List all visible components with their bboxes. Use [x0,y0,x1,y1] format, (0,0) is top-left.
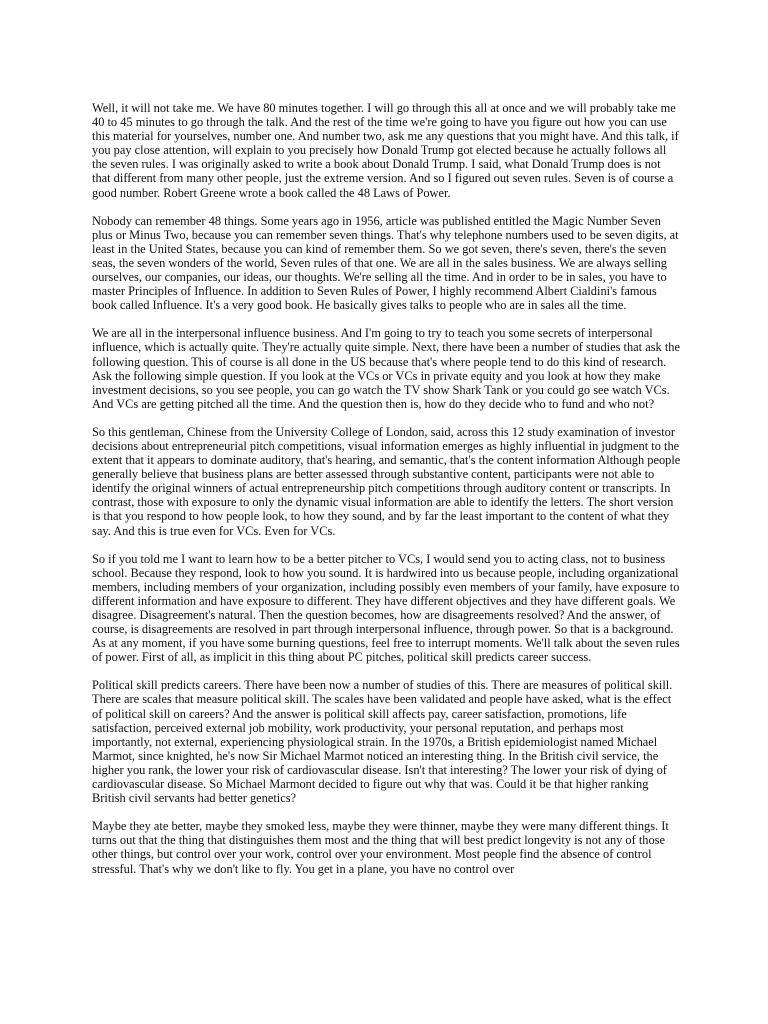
paragraph: Nobody can remember 48 things. Some years ago in 1956, article was published entitled the Magic Number Seven plus or Minus Two, because you can remember seven things. That's why telephone numbers used to be seven digits, at least in the United States, because you can kind of remember them. So we got seven, there's seven, there's the seven seas, the seven wonders of the world, Seven rules of that one. We are all in the sales business. We are always selling ourselves, our companies, our ideas, our thoughts. We're selling all the time. And in order to be in sales, you have to master Principles of Influence. In addition to Seven Rules of Power, I highly recommend Albert Cialdini's famous book called Influence. It's a very good book. He basically gives talks to people who are in sales all the time. [92,213,679,313]
document-page [92,101,682,890]
paragraph: Maybe they ate better, maybe they smoked less, maybe they were thinner, maybe they were many different things. It turns out that the thing that distinguishes them most and the thing that will best predict longevity is not any of those other things, but control over your work, control over your environment. Most people find the absence of control stressful. That's why we don't like to fly. You get in a plane, you have no control over [92,819,669,876]
paragraph: Political skill predicts careers. There have been now a number of studies of this. There are measures of political skill. There are scales that measure political skill. The scales have been validated and people have asked, what is the effect of political skill on careers? And the answer is political skill affects pay, career satisfaction, promotions, life satisfaction, perceived external job mobility, work productivity, your personal reputation, and perhaps most importantly, not external, experiencing physiological strain. In the 1970s, a British epidemiologist named Michael Marmot, since knighted, he's now Sir Michael Marmot noticed an interesting thing. In the British civil service, the higher you rank, the lower your risk of cardiovascular disease. Isn't that interesting? The lower your risk of dying of cardiovascular disease. So Michael Marmont decided to figure out why that was. Could it be that higher ranking British civil servants had better genetics? [92,678,673,806]
paragraph: We are all in the interpersonal influence business. And I'm going to try to teach you some secrets of interpersonal influence, which is actually quite. They're actually quite simple. Next, there have been a number of studies that ask the following question. This of course is all done in the US because that's where people tend to do this kind of research. Ask the following simple question. If you look at the VCs or VCs in private equity and you look at how they make investment decisions, so you see people, you can go watch the TV show Shark Tank or you could go see watch VCs. And VCs are getting pitched all the time. And the question then is, how do they decide who to fund and who not? [92,326,680,411]
paragraph: So this gentleman, Chinese from the University College of London, said, across this 12 study examination of investor decisions about entrepreneurial pitch competitions, visual information emerges as highly influential in judgment to the extent that it appears to dominate auditory, that's hearing, and semantic, that's the content information Although people generally believe that business plans are better assessed through substantive content, participants were not able to identify the original winners of actual entrepreneurship pitch competitions through auditory content or transcripts. In contrast, those with exposure to only the dynamic visual information are able to identify the letters. The short version is that you respond to how people look, to how they sound, and by far the least important to the content of what they say. And this is true even for VCs. Even for VCs. [92,424,681,538]
paragraph: So if you told me I want to learn how to be a better pitcher to VCs, I would send you to acting class, not to business school. Because they respond, look to how you sound. It is hardwired into us because people, including organizational members, including members of your organization, including possibly even members of your family, have exposure to different information and have exposure to different. They have different objectives and they have different goals. We disagree. Disagreement's natural. Then the question becomes, how are disagreements resolved? And the answer, of course, is disagreements are resolved in part through interpersonal influence, through power. So that is a background. As at any moment, if you have some burning questions, feel free to interrupt moments. We'll talk about the seven rules of power. First of all, as implicit in this thing about PC pitches, political skill predicts career success. [92,551,680,665]
paragraph: Well, it will not take me. We have 80 minutes together. I will go through this all at once and we will probably take me 40 to 45 minutes to go through the talk. And the rest of the time we're going to have you figure out how you can use this material for yourselves, number one. And number two, ask me any questions that you might have. And this talk, if you pay close attention, will explain to you precisely how Donald Trump got elected because he actually follows all the seven rules. I was originally asked to write a book about Donald Trump. I said, what Donald Trump does is not that different from many other people, just the extreme version. And so I figured out seven rules. Seven is of course a good number. Robert Greene wrote a book called the 48 Laws of Power. [92,101,679,200]
